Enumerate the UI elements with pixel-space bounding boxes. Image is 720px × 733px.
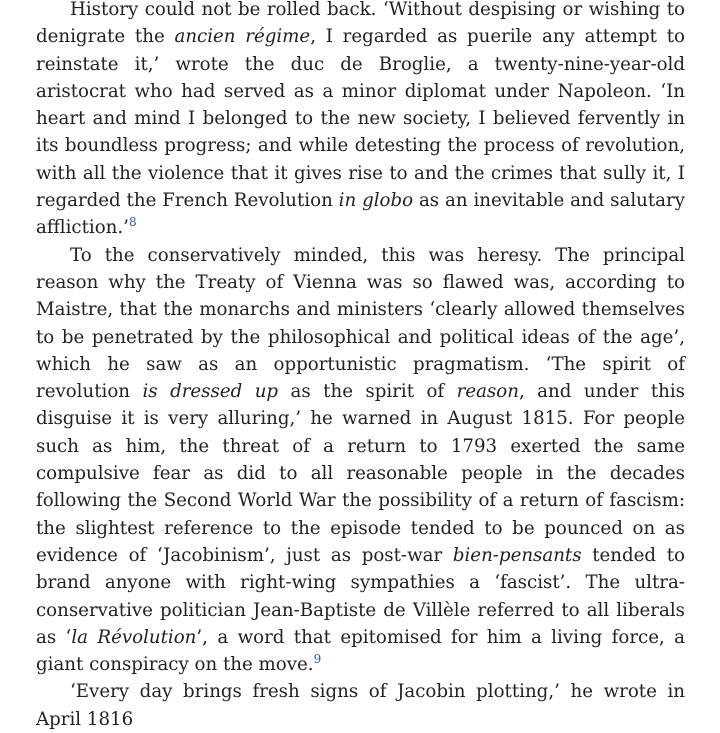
footnote-link-8[interactable]: 8 xyxy=(128,215,137,230)
text-run: To the conservatively minded, this was heresy. The principal reason why the Treaty of Vienna was so flawed was, according to Maistre, that the monarchs and ministers ‘clearly allowed themselves to be penetrated by the philosophical and political ideas of the age’, which he saw as an opportunistic pragmatism. ‘The spirit of revolution xyxy=(36,244,685,403)
italic-run: reason xyxy=(456,381,519,403)
paragraph-2 xyxy=(36,242,685,679)
text-run: , and under this disguise it is very alluring,’ he warned in August 1815. For people such as him, the threat of a return to 1793 exerted the same compulsive fear as did to all reasonable people in the decades following the Second World War the possibility of a return of fascism: the slightest reference to the episode tended to be pounced on as evidence of ‘Jacobinism’, just as post-war xyxy=(36,381,685,566)
footnote-link-9[interactable]: 9 xyxy=(313,652,322,667)
cut-off-next-line: ‘Every day brings fresh signs of Jacobin plotting,’ he wrote in April 1816 xyxy=(36,681,685,730)
paragraph-1 xyxy=(36,0,685,242)
text-run: as the spirit of xyxy=(278,381,457,403)
italic-run: bien-pensants xyxy=(452,544,582,566)
italic-run: in globo xyxy=(338,190,414,212)
text-run: tended to brand anyone with right-wing sympathies a ‘fascist’. The ultra-conservative politician Jean-Baptiste de Villèle referred to all liberals as ‘ xyxy=(36,544,685,648)
book-page-text xyxy=(36,0,685,730)
italic-run: ancien régime xyxy=(174,26,311,48)
text-run: History could not be rolled back. ‘Without despising or wishing to denigrate the xyxy=(36,0,685,48)
text-run: as an inevitable and salutary affliction.’ xyxy=(36,190,685,239)
text-run: ’, a word that epitomised for him a living force, a giant conspiracy on the move. xyxy=(36,626,685,676)
italic-run: is dressed up xyxy=(142,381,279,403)
text-run: , I regarded as puerile any attempt to reinstate it,’ wrote the duc de Broglie, a twenty-nine-year-old aristocrat who had served as a minor diplomat under Napoleon. ‘In heart and mind I belonged to the new society, I believed fervently in its boundless progress; and while detesting the process of revolution, with all the violence that it gives rise to and the crimes that sully it, I regarded the French Revolution xyxy=(36,26,685,212)
italic-run: la Révolution xyxy=(71,626,197,648)
